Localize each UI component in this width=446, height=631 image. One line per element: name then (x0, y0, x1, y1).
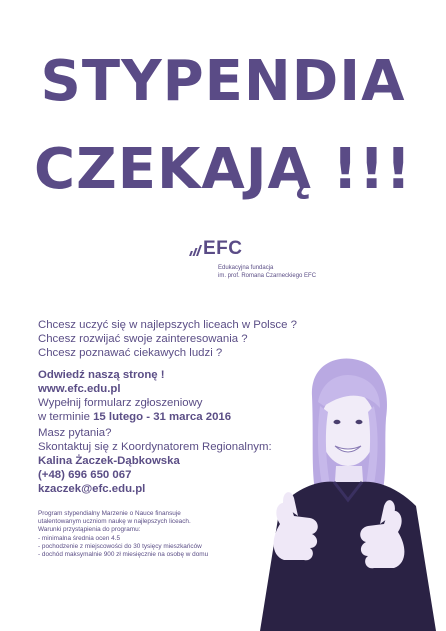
contact-instruction: Skontaktuj się z Koordynatorem Regionalnym: (38, 441, 272, 453)
program-line-4: - minimalna średnia ocen 4.5 (38, 534, 121, 542)
contact-block (38, 426, 272, 496)
question-1: Chcesz uczyć się w najlepszych liceach w Polsce ? (38, 319, 297, 331)
deadline-prefix: w terminie (38, 411, 94, 423)
headline-line-1: STYPENDIA (40, 49, 406, 114)
form-instruction: Wypełnij formularz zgłoszeniowy (38, 397, 203, 409)
logo-mark-icon (190, 242, 200, 256)
program-line-6: - dochód maksymalnie 900 zł miesięcznie na osobę w domu (38, 551, 209, 559)
visit-block (38, 368, 231, 424)
website-link[interactable]: www.efc.edu.pl (38, 383, 121, 395)
program-info (38, 510, 208, 559)
program-line-1: Program stypendialny Marzenie o Nauce finansuje (38, 510, 181, 517)
efc-logo (190, 238, 243, 260)
contact-question: Masz pytania? (38, 427, 112, 439)
visit-heading: Odwiedź naszą stronę ! (38, 369, 165, 381)
headline-line-2: CZEKAJĄ !!! (34, 137, 412, 202)
deadline-line (38, 410, 231, 424)
coordinator-email[interactable]: kzaczek@efc.edu.pl (38, 483, 146, 495)
program-line-5: - pochodzenie z miejscowości do 30 tysięcy mieszkańców (38, 542, 202, 550)
logo-text: EFC (203, 238, 243, 259)
questions-block (38, 318, 297, 360)
foundation-line-2: im. prof. Romana Czarneckiego EFC (218, 273, 317, 279)
foundation-name (218, 264, 316, 280)
coordinator-phone[interactable]: (+48) 696 650 067 (38, 469, 132, 481)
coordinator-name: Kalina Żaczek-Dąbkowska (38, 455, 180, 467)
question-2: Chcesz rozwijać swoje zainteresowania ? (38, 333, 248, 345)
deadline-dates: 15 lutego - 31 marca 2016 (93, 411, 232, 423)
question-3: Chcesz poznawać ciekawych ludzi ? (38, 347, 223, 359)
program-line-2: utalentowanym uczniom naukę w najlepszych liceach. (38, 518, 191, 526)
student-photo (240, 356, 446, 631)
foundation-line-1: Edukacyjna fundacja (218, 265, 274, 271)
program-line-3: Warunki przystąpienia do programu: (38, 526, 141, 534)
